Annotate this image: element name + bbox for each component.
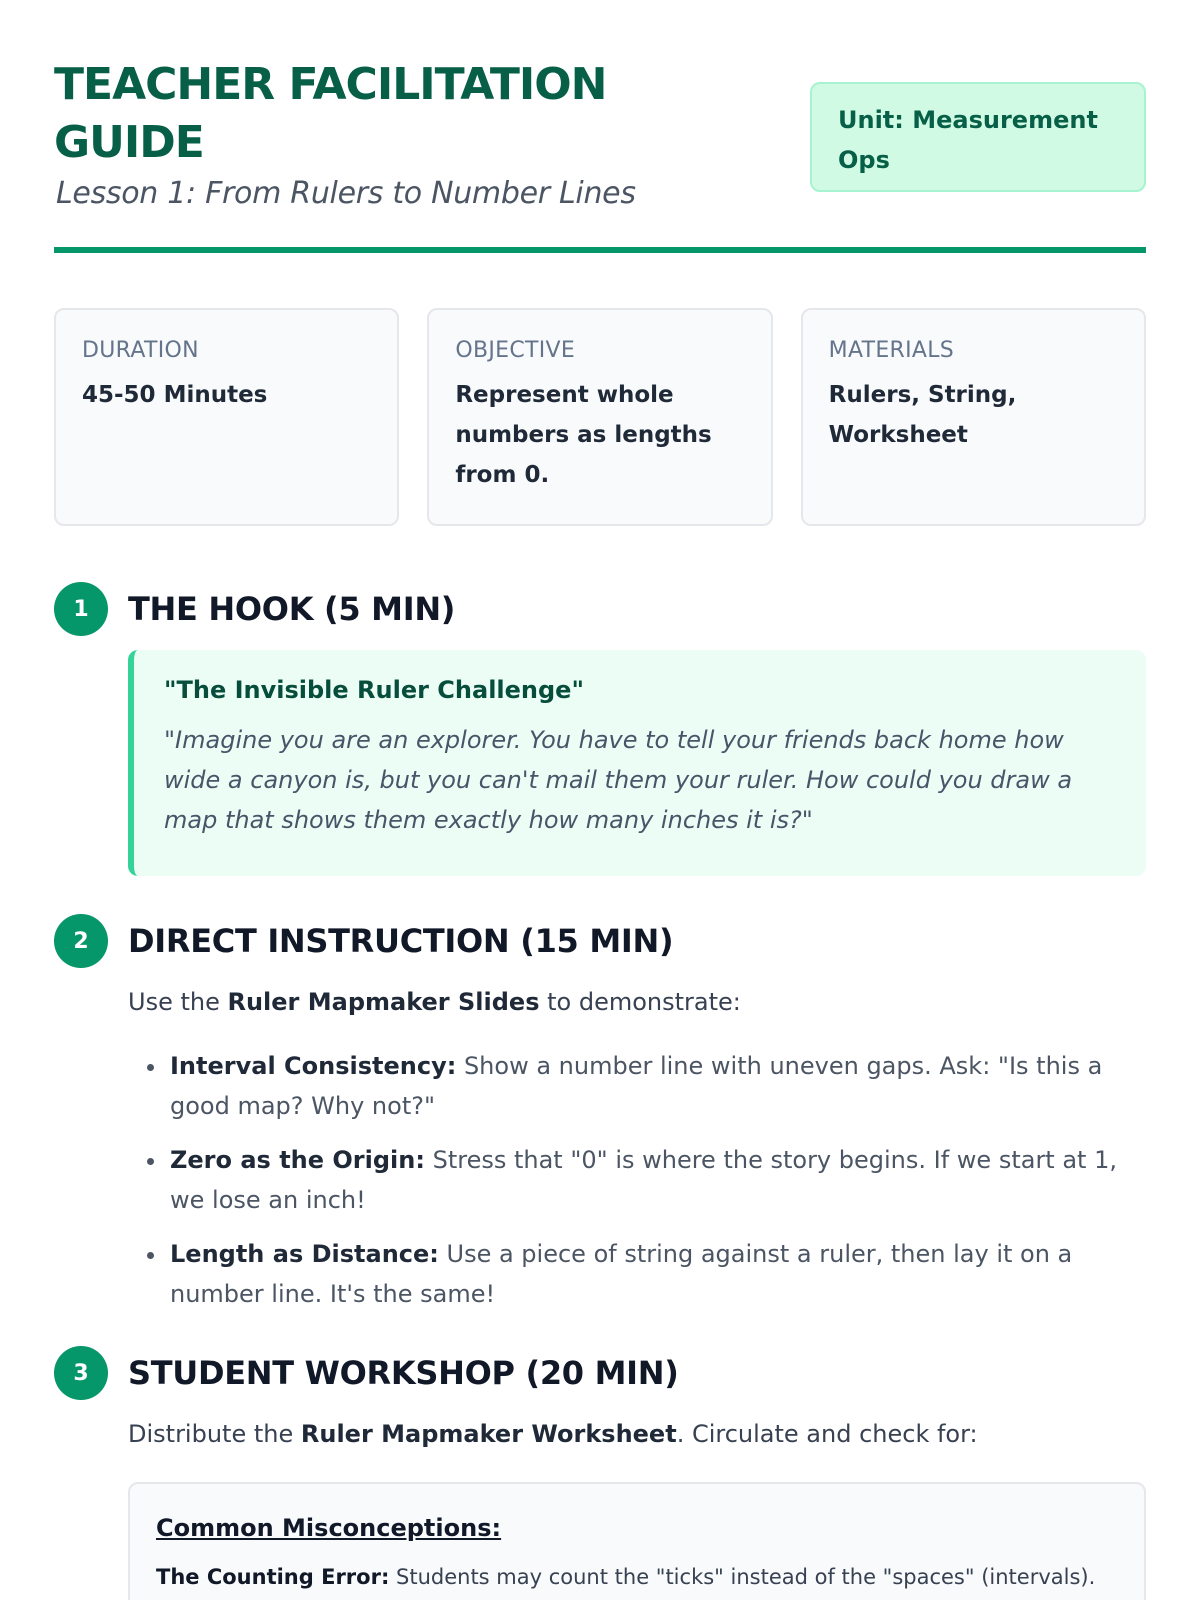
intro-text: Distribute the <box>128 1420 301 1448</box>
list-item-text: Stress that "0" is where the story begins. If we start at 1, we lose an inch! <box>170 1146 1117 1214</box>
unit-badge: Unit: Measurement Ops <box>810 82 1146 192</box>
step-number-badge: 2 <box>54 914 108 968</box>
card-label: OBJECTIVE <box>455 338 576 363</box>
misconceptions-title: Common Misconceptions: <box>156 1514 502 1542</box>
section-title: THE HOOK (5 MIN) <box>128 590 456 628</box>
step-number-badge: 3 <box>54 1346 108 1400</box>
hook-quote: "Imagine you are an explorer. You have to tell your friends back home how wide a canyon is, but you can't mail them your ruler. How could you draw a map that shows them exactly how many inches it is?" <box>164 726 1073 834</box>
card-value: Rulers, String, Worksheet <box>828 382 1017 448</box>
hook-title: "The Invisible Ruler Challenge" <box>164 676 584 704</box>
misconceptions-box <box>128 1482 1146 1600</box>
section-student-workshop <box>54 1346 1146 1600</box>
intro-text: . Circulate and check for: <box>676 1420 978 1448</box>
slides-name: Ruler Mapmaker Slides <box>227 988 540 1016</box>
step-number-badge: 1 <box>54 582 108 636</box>
info-cards <box>54 308 1146 526</box>
misconception-text: Students may count the "ticks" instead of the "spaces" (intervals). <box>389 1565 1096 1589</box>
header-divider <box>54 247 1146 253</box>
lesson-subtitle: Lesson 1: From Rulers to Number Lines <box>56 176 636 211</box>
header <box>54 0 1146 254</box>
objective-card <box>427 308 772 526</box>
list-item-term: Interval Consistency: <box>170 1052 457 1080</box>
instruction-list <box>128 1046 1146 1314</box>
duration-card <box>54 308 399 526</box>
list-item-text: Use a piece of string against a ruler, then lay it on a number line. It's the same! <box>170 1240 1073 1308</box>
intro-text: to demonstrate: <box>539 988 741 1016</box>
card-value: Represent whole numbers as lengths from 0. <box>455 382 712 488</box>
list-item-term: Length as Distance: <box>170 1240 439 1268</box>
misconception-item <box>156 1560 1118 1594</box>
list-item-text: Show a number line with uneven gaps. Ask: "Is this a good map? Why not?" <box>170 1052 1103 1120</box>
list-item <box>168 1234 1146 1314</box>
materials-card <box>801 308 1146 526</box>
section-intro <box>128 984 1146 1020</box>
card-label: DURATION <box>82 338 199 363</box>
section-title: DIRECT INSTRUCTION (15 MIN) <box>128 922 674 960</box>
section-title: STUDENT WORKSHOP (20 MIN) <box>128 1354 679 1392</box>
card-label: MATERIALS <box>828 338 955 363</box>
section-hook <box>54 582 1146 876</box>
list-item-term: Zero as the Origin: <box>170 1146 425 1174</box>
list-item <box>168 1140 1146 1220</box>
section-intro <box>128 1416 1146 1452</box>
section-direct-instruction <box>54 914 1146 1314</box>
page-title: TEACHER FACILITATION GUIDE <box>54 59 607 168</box>
misconception-term: The Counting Error: <box>156 1565 390 1589</box>
intro-text: Use the <box>128 988 228 1016</box>
list-item <box>168 1046 1146 1126</box>
worksheet-name: Ruler Mapmaker Worksheet <box>300 1420 677 1448</box>
hook-callout <box>128 650 1146 876</box>
card-value: 45-50 Minutes <box>82 382 268 408</box>
